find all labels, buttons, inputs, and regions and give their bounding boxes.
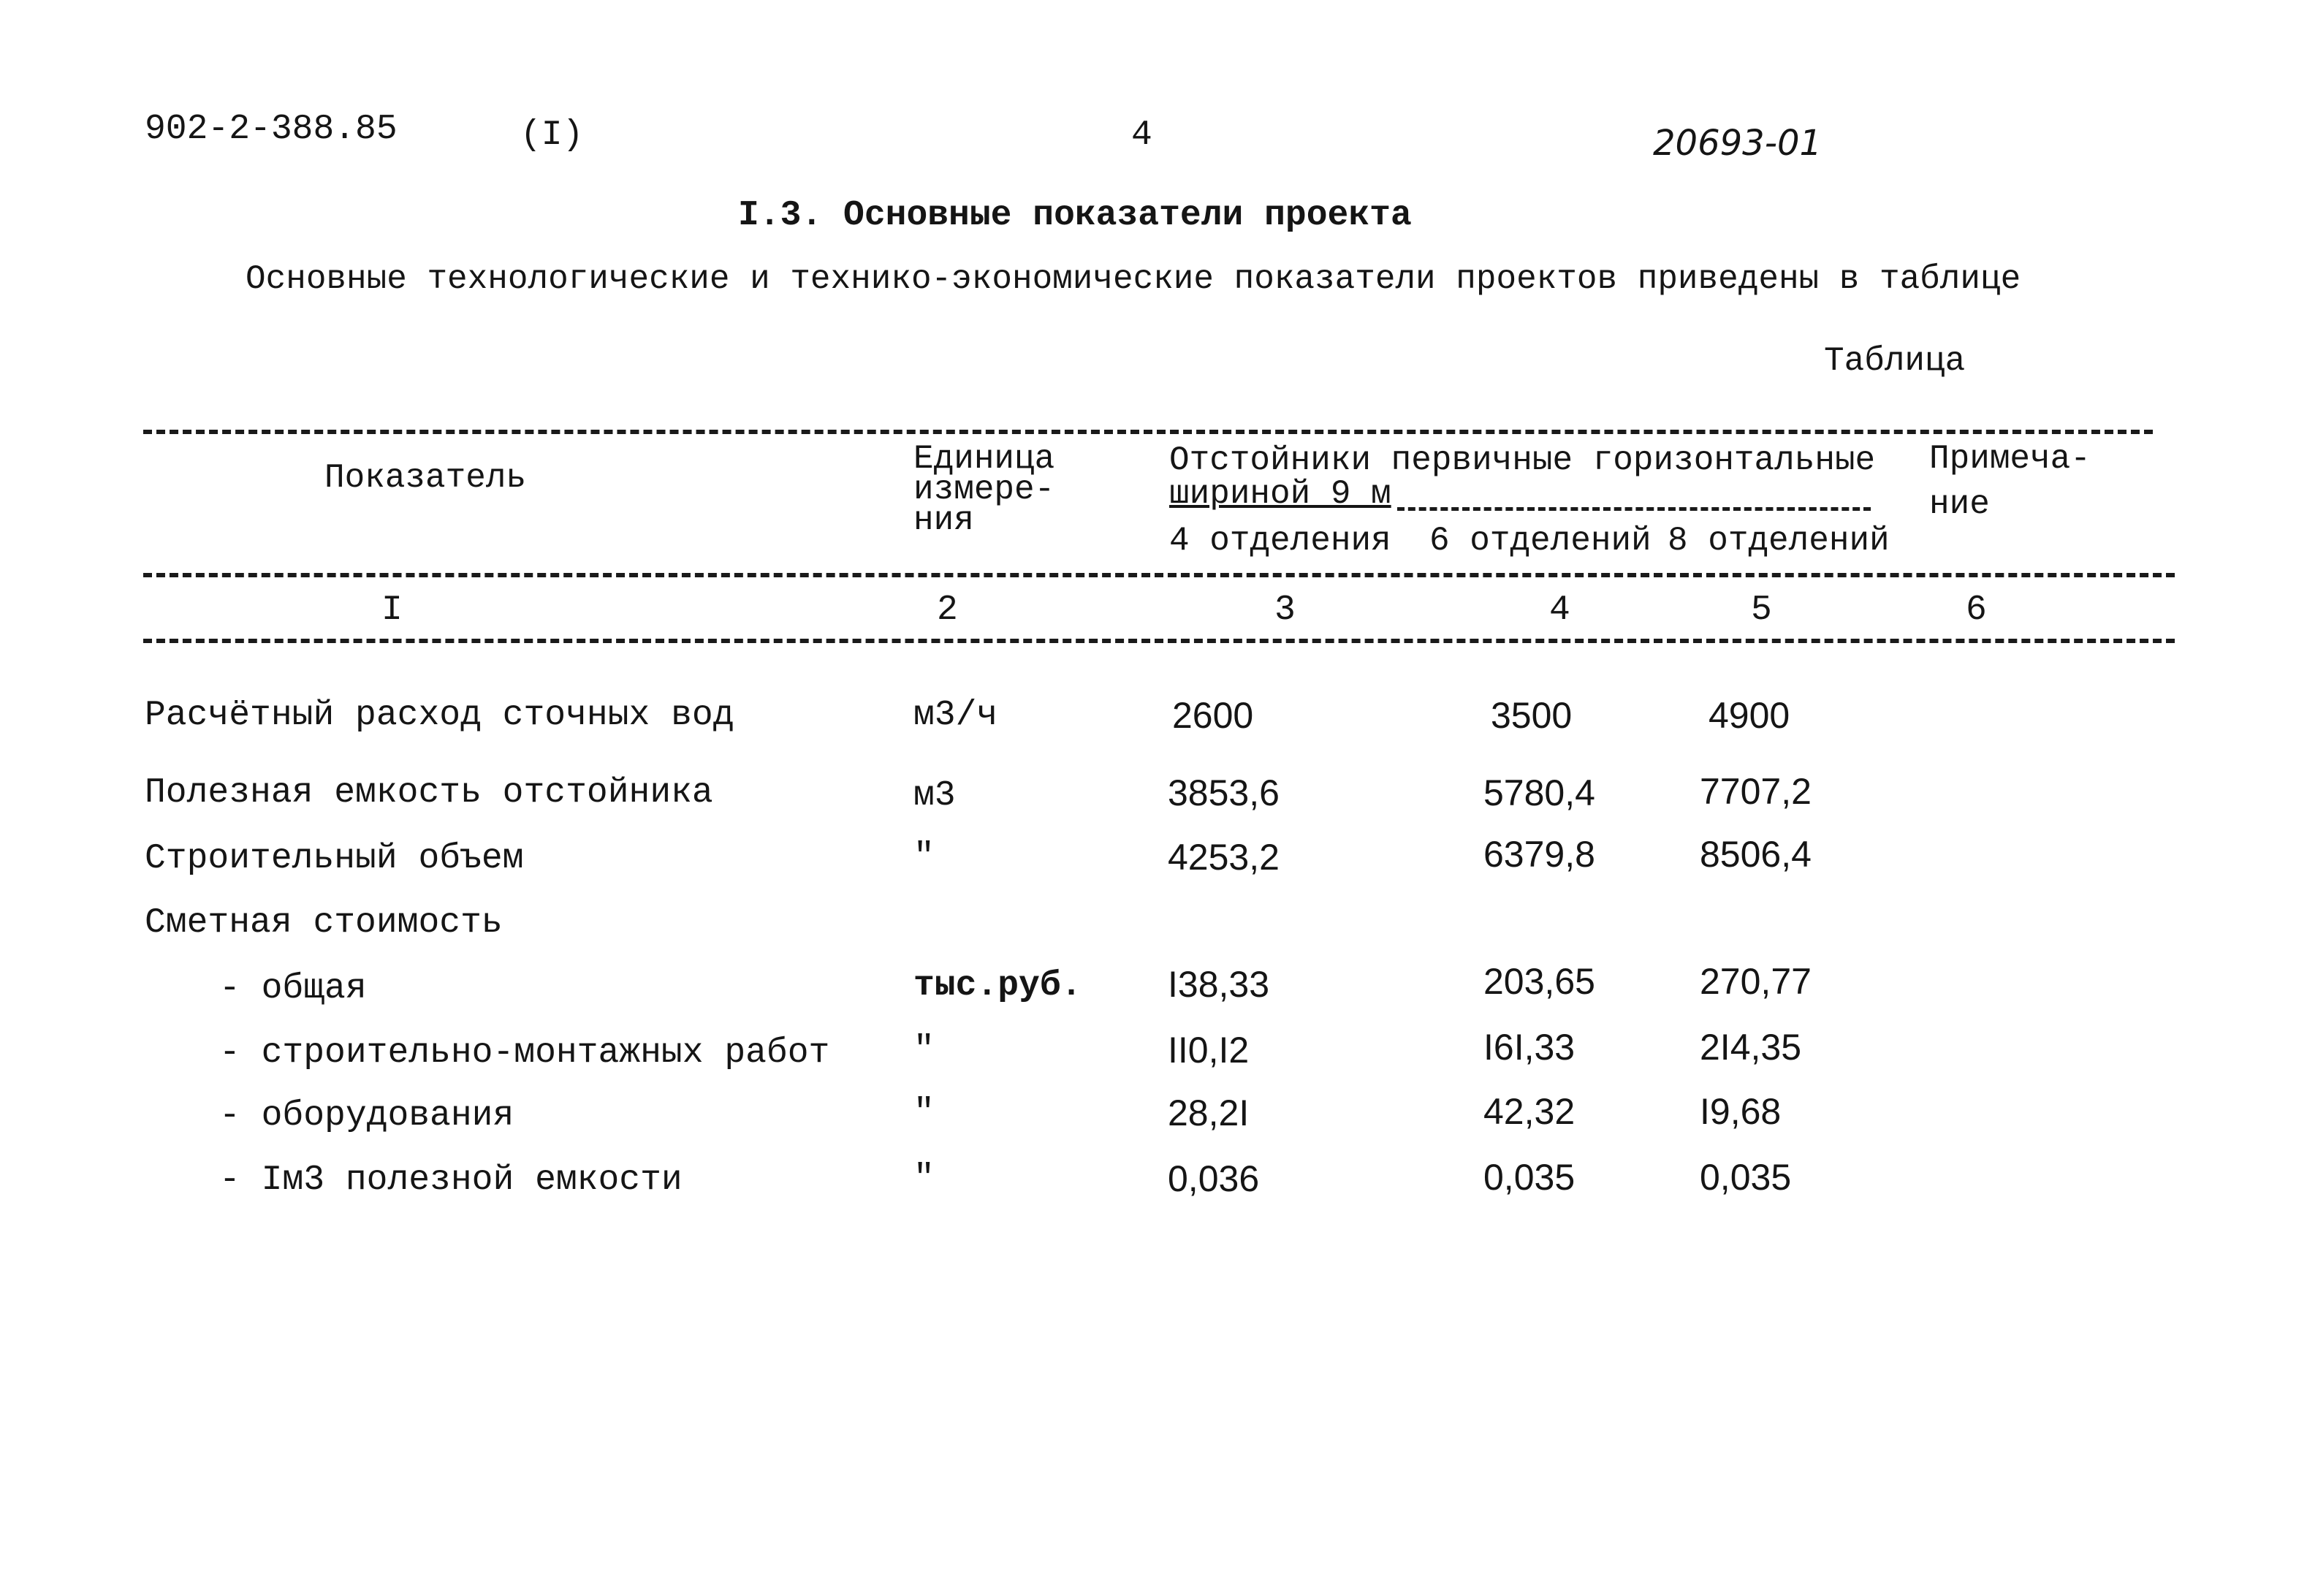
table-label: Таблица bbox=[1824, 342, 1966, 380]
header-group-rule bbox=[1397, 507, 1871, 511]
table-top-rule bbox=[143, 430, 2153, 434]
header-col3: 4 отделения bbox=[1169, 522, 1391, 560]
doc-code: 902-2-388.85 bbox=[145, 110, 398, 149]
row-value-col4: 6379,8 bbox=[1483, 834, 1595, 875]
row-value-col5: 0,035 bbox=[1700, 1157, 1792, 1198]
table-numbers-rule bbox=[143, 639, 2175, 643]
column-number-3: 3 bbox=[1274, 590, 1296, 630]
header-col5: 8 отделений bbox=[1668, 522, 1890, 560]
header-unit: Единица измере- ния bbox=[913, 440, 1055, 539]
row-value-col4: 42,32 bbox=[1483, 1091, 1576, 1132]
row-value-col3: 2600 bbox=[1172, 695, 1254, 736]
row-value-col5: 2I4,35 bbox=[1700, 1027, 1802, 1068]
row-indicator: Расчётный расход сточных вод bbox=[145, 696, 734, 735]
row-value-col5: I9,68 bbox=[1700, 1091, 1782, 1132]
table-header-rule bbox=[143, 573, 2175, 577]
row-value-col4: I6I,33 bbox=[1483, 1027, 1576, 1068]
header-note: Примеча- ние bbox=[1929, 440, 2091, 523]
row-unit: " bbox=[913, 1093, 935, 1133]
column-number-2: 2 bbox=[937, 590, 958, 630]
row-indicator: Полезная емкость отстойника bbox=[145, 773, 713, 813]
row-indicator: - общая bbox=[219, 969, 367, 1008]
row-indicator: Строительный объем bbox=[145, 839, 524, 878]
section-title: I.3. Основные показатели проекта bbox=[738, 196, 1412, 235]
row-indicator: Сметная стоимость bbox=[145, 903, 503, 943]
row-value-col3: 0,036 bbox=[1168, 1158, 1260, 1199]
doc-part: (I) bbox=[520, 115, 584, 155]
row-value-col3: I38,33 bbox=[1168, 964, 1270, 1005]
intro-text: Основные технологические и технико-экономические показатели проектов приведены в таблице bbox=[246, 260, 2021, 298]
row-indicator: - Iм3 полезной емкости bbox=[219, 1160, 683, 1200]
row-value-col4: 3500 bbox=[1491, 695, 1573, 736]
row-indicator: - строительно-монтажных работ bbox=[219, 1033, 830, 1073]
row-unit: тыс.руб. bbox=[913, 966, 1082, 1006]
header-col4: 6 отделений bbox=[1429, 522, 1652, 560]
header-indicator: Показатель bbox=[324, 459, 527, 497]
row-indicator: - оборудования bbox=[219, 1096, 514, 1136]
column-number-1: I bbox=[381, 590, 403, 630]
row-value-col4: 5780,4 bbox=[1483, 772, 1595, 813]
header-group-width: шириной 9 м bbox=[1169, 475, 1391, 513]
sheet-code: 20693-01 bbox=[1653, 123, 1823, 164]
row-value-col3: 4253,2 bbox=[1168, 837, 1280, 878]
column-number-5: 5 bbox=[1751, 590, 1772, 630]
row-value-col3: 28,2I bbox=[1168, 1092, 1250, 1133]
page-number: 4 bbox=[1131, 115, 1152, 155]
row-unit: " bbox=[913, 837, 935, 877]
row-value-col3: II0,I2 bbox=[1168, 1030, 1250, 1071]
column-number-6: 6 bbox=[1966, 590, 1987, 630]
row-value-col5: 270,77 bbox=[1700, 961, 1812, 1002]
row-value-col4: 0,035 bbox=[1483, 1157, 1576, 1198]
row-value-col4: 203,65 bbox=[1483, 961, 1595, 1002]
row-unit: м3/ч bbox=[913, 696, 998, 735]
row-unit: " bbox=[913, 1030, 935, 1070]
row-value-col5: 7707,2 bbox=[1700, 771, 1812, 812]
row-unit: " bbox=[913, 1159, 935, 1198]
header-group: Отстойники первичные горизонтальные bbox=[1169, 441, 1876, 479]
row-unit: м3 bbox=[913, 776, 956, 816]
row-value-col5: 4900 bbox=[1709, 695, 1790, 736]
row-value-col3: 3853,6 bbox=[1168, 772, 1280, 813]
column-number-4: 4 bbox=[1549, 590, 1570, 630]
row-value-col5: 8506,4 bbox=[1700, 834, 1812, 875]
